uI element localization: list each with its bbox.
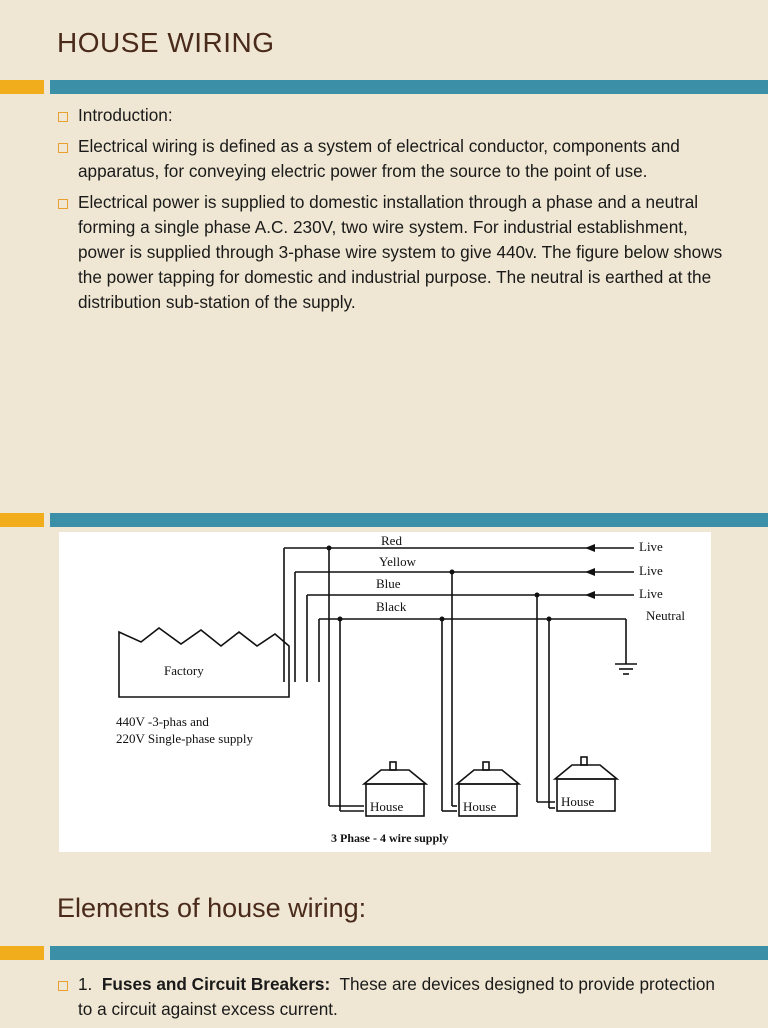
elements-bullet-list (57, 972, 727, 1028)
divider-bar-middle (0, 513, 768, 527)
house-label: House (561, 794, 595, 809)
intro-bullet-list (57, 103, 727, 321)
supply-label-line2: 220V Single-phase supply (116, 731, 253, 746)
bullet-square-icon (58, 143, 68, 153)
bullet-text: Electrical wiring is defined as a system of electrical conductor, components and apparatus, for conveying electric power from the source to the point of use. (78, 136, 680, 181)
wire-label-black: Black (376, 599, 407, 614)
page-title: HOUSE WIRING (57, 27, 275, 58)
wiring-diagram-svg (59, 532, 711, 852)
bullet-square-icon (58, 112, 68, 122)
house-label: House (370, 799, 404, 814)
divider-bar-bottom (0, 946, 768, 960)
factory-label: Factory (164, 663, 204, 678)
section-heading: Elements of house wiring: (57, 893, 367, 923)
house-label: House (463, 799, 497, 814)
item-heading: Fuses and Circuit Breakers: (101, 974, 331, 994)
figure-caption: 3 Phase - 4 wire supply (331, 831, 449, 845)
item-text: These are devices designed to provide protection to a circuit against excess current. (78, 974, 715, 1019)
bullet-item (57, 190, 727, 315)
bullet-item (57, 103, 727, 128)
bullet-text: Introduction: (78, 105, 173, 125)
bullet-item (57, 972, 727, 1022)
bullet-square-icon (58, 199, 68, 209)
item-number: 1. (78, 974, 93, 994)
right-label-live-2: Live (639, 563, 663, 578)
divider-accent-teal (50, 946, 768, 960)
wiring-diagram (59, 532, 711, 852)
divider-bar-top (0, 80, 768, 94)
right-label-live-1: Live (639, 539, 663, 554)
divider-accent-orange (0, 946, 44, 960)
wire-label-yellow: Yellow (379, 554, 416, 569)
bullet-square-icon (58, 981, 68, 991)
divider-accent-teal (50, 80, 768, 94)
divider-accent-orange (0, 80, 44, 94)
right-label-neutral: Neutral (646, 608, 685, 623)
right-label-live-3: Live (639, 586, 663, 601)
wire-label-blue: Blue (376, 576, 401, 591)
wire-label-red: Red (381, 533, 402, 548)
supply-label-line1: 440V -3-phas and (116, 714, 209, 729)
divider-accent-orange (0, 513, 44, 527)
bullet-text: Electrical power is supplied to domestic installation through a phase and a neutral forming a single phase A.C. 230V, two wire system. For industrial establishment, power is supplied through 3-phase wire system to give 440v. The figure below shows the power tapping for domestic and industrial purpose. The neutral is earthed at the distribution sub-station of the supply. (78, 192, 723, 312)
bullet-item (57, 134, 727, 184)
divider-accent-teal (50, 513, 768, 527)
